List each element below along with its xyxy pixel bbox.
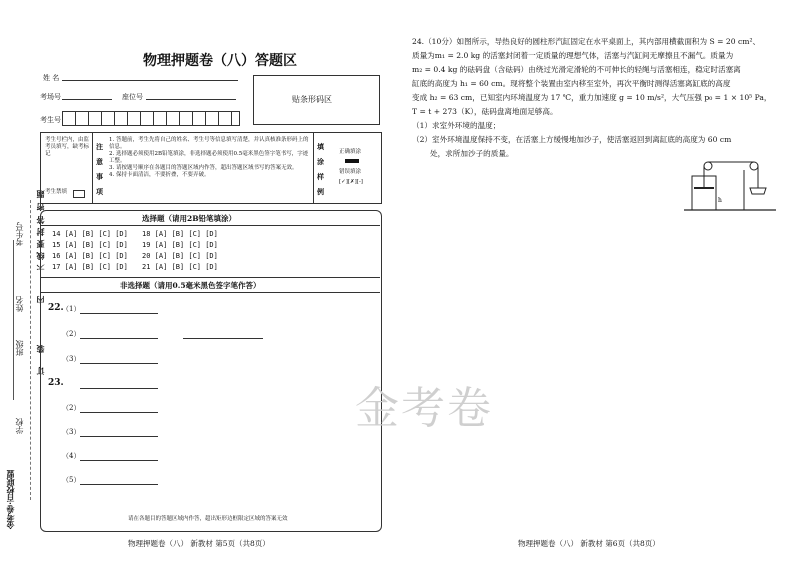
weight-pan [750, 188, 766, 194]
fill-title: 填 涂 样 例 [317, 142, 324, 196]
choice-row[interactable]: 14 [A] [B] [C] [D] [52, 230, 128, 238]
choice-row[interactable]: 16 [A] [B] [C] [D] [52, 252, 128, 260]
q22-sub1: （1） [62, 305, 81, 313]
choice-row[interactable]: 18 [A] [B] [C] [D] [142, 230, 218, 238]
seal-char-0: 密 [35, 203, 45, 211]
q23-answer-3[interactable] [80, 436, 158, 437]
watermark: 金考卷 [355, 383, 493, 434]
bottom-note: 请在各题目的答题区域内作答，超出矩形边框限定区域的答案无效 [128, 516, 288, 522]
notice-block [40, 132, 382, 204]
seal-char-1: 封 [35, 228, 45, 236]
barcode-label: 贴条形码区 [292, 95, 332, 104]
missing-box-label: 考生禁填 [45, 189, 68, 195]
q22-sub3: （3） [62, 355, 81, 363]
choice-title: 选择题（请用2B铅笔填涂） [142, 214, 237, 223]
pulley-right [750, 162, 758, 170]
choice-row[interactable]: 15 [A] [B] [C] [D] [52, 241, 128, 249]
q23-sub5: （5） [62, 476, 81, 484]
seat-field[interactable] [146, 99, 236, 100]
examinee-number-boxes[interactable] [62, 111, 240, 126]
seal-dashed-line [30, 200, 31, 500]
seal-char-3: 内 [35, 296, 45, 304]
pulley-left [704, 162, 712, 170]
notice-title: 注 意 事 项 [96, 142, 103, 196]
missing-note: 考生号栏内，由监考员填写，缺考标记 [45, 137, 90, 157]
q22-answer-2a[interactable] [80, 338, 158, 339]
nonchoice-title: 非选择题（请用0.5毫米黑色签字笔作答） [120, 281, 261, 290]
exam-room-field[interactable] [62, 99, 112, 100]
fill-wrong: 错误填涂 [339, 169, 362, 175]
seal-char-4: 不 [35, 262, 45, 270]
choice-row[interactable]: 19 [A] [B] [C] [D] [142, 241, 218, 249]
missing-checkbox[interactable] [73, 190, 85, 198]
seal-char-5: 要 [35, 240, 45, 248]
q23-sub2: （2） [62, 404, 81, 412]
name-field[interactable] [62, 80, 238, 81]
q22-sub2: （2） [62, 330, 81, 338]
q22-answer-3[interactable] [80, 363, 158, 364]
seal-char-6: 答 [35, 216, 45, 224]
q23-answer-2[interactable] [80, 412, 158, 413]
side-line-1 [13, 240, 14, 400]
cylinder-pulley-diagram [682, 158, 778, 216]
fill-correct: 正确填涂 [339, 149, 362, 155]
examinee-label: 考生号 [40, 116, 61, 124]
q23-answer-0[interactable] [80, 388, 158, 389]
name-label-side: 姓名 [15, 296, 24, 312]
notice-text: 1. 答题前，考生先将自己的姓名、考生号等信息填写清楚，并认真核准条形码上的信息。 2. 选择题必须使用2B铅笔填涂，非选择题必须使用0.5毫米黑色签字笔书写，字迹工整。 3. 请按题号顺序在各题目的答题区域内作答，超出答题区域书写的答案无效。 4. 保持卡面清洁，不要折叠，不要弄破。 [109, 137, 309, 178]
class-label: 班级 [15, 340, 24, 356]
school-label: 学校 [15, 418, 24, 434]
q22-number: 22. [48, 303, 64, 313]
seat-label: 座位号 [122, 93, 143, 101]
q23-sub4: （4） [62, 452, 81, 460]
cut-char-0: 装 [35, 345, 45, 353]
name-label: 姓 名 [43, 74, 60, 82]
left-footer: 物理押题卷（八） 新教材 第5页（共8页） [128, 539, 270, 548]
choice-row[interactable]: 17 [A] [B] [C] [D] [52, 263, 128, 271]
q24-text: 24.（10分）如图所示，导热良好的圆柱形汽缸固定在水平桌面上，其内部用横截面积为 S = 20 cm²、 质量为m₁ = 2.0 kg 的活塞封闭着一定质量的理想气体，活塞与汽缸间无摩擦且不漏气。质量为 m₂ = 0.4 kg 的砝码盘（含砝码）由绕过光滑定滑轮的不可伸长的轻绳与活塞相连，稳定时活塞离 缸底的高度为 h₁ = 60 cm。现将整个装置由室内移至室外，再次平衡时测得活塞离缸底的高度 变成 h₂ = 63 cm，已知室内环境温度为 17 ℃，重力加速度 g = 10 m/s²，大气压强 p₀ = 1 × 10⁵ Pa， T = t + 273（K），砝码盘离地面足够高。 （1）求室外环境的温度； （2）室外环境温度保持不变，在活塞上方缓慢地加沙子，使活塞返回到离缸底的高度为 60 cm 处，求所加沙子的质量。 [412, 37, 772, 158]
page-title: 物理押题卷（八）答题区 [143, 53, 297, 69]
q22-answer-2b[interactable] [183, 338, 263, 339]
examno-label-side: 考生号 [15, 222, 24, 246]
height-label: h [718, 197, 722, 204]
fill-correct-sample [345, 159, 359, 163]
seal-char-2: 线 [35, 252, 45, 260]
right-footer: 物理押题卷（八） 新教材 第6页（共8页） [518, 539, 660, 548]
choice-row[interactable]: 21 [A] [B] [C] [D] [142, 263, 218, 271]
cut-char-1: 订 [35, 367, 45, 375]
barcode-area [253, 75, 380, 125]
exam-room-label: 考场号 [40, 93, 61, 101]
seal-char-7: 题 [35, 190, 45, 198]
fill-wrong-sample: [✓][✗][-] [339, 179, 363, 185]
q23-answer-4[interactable] [80, 460, 158, 461]
q23-sub3: （3） [62, 428, 81, 436]
q22-answer-1[interactable] [80, 313, 158, 314]
q23-answer-5[interactable] [80, 484, 158, 485]
q23-number: 23. [48, 378, 64, 388]
choice-row[interactable]: 20 [A] [B] [C] [D] [142, 252, 218, 260]
brand-text: 金考卷·百校联盟 [5, 470, 15, 529]
